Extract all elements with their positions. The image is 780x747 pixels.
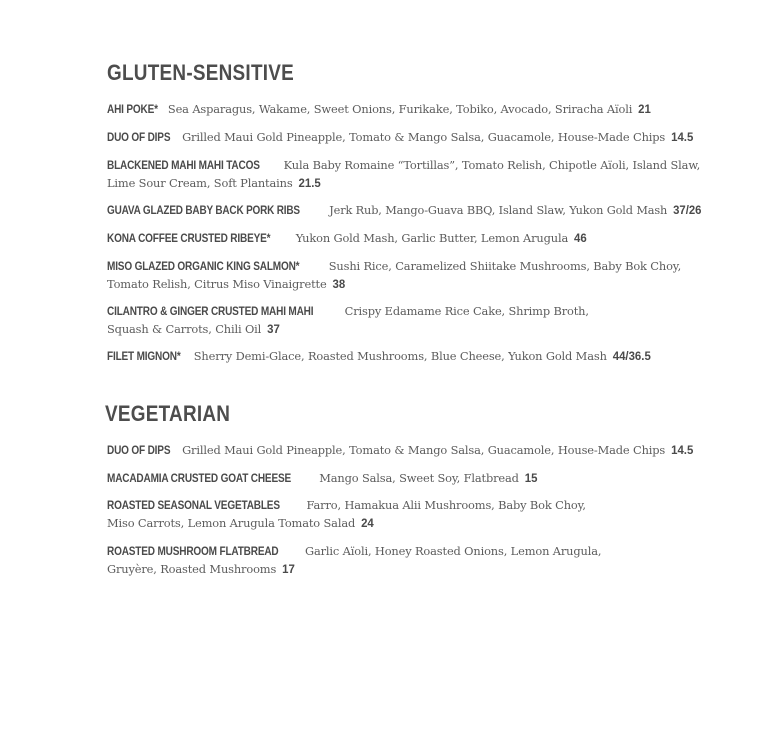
item-price: 44/36.5 bbox=[612, 351, 651, 363]
item-description: Sea Asparagus, Wakame, Sweet Onions, Furikake, Tobiko, Avocado, Sriracha Aïoli bbox=[167, 102, 633, 116]
item-price: 37 bbox=[267, 324, 280, 336]
item-description: Grilled Maui Gold Pineapple, Tomato & Mango Salsa, Guacamole, House-Made Chips bbox=[182, 443, 666, 457]
item-description: Crispy Edamame Rice Cake, Shrimp Broth, bbox=[344, 304, 589, 318]
item-name: ROASTED SEASONAL VEGETABLES bbox=[107, 500, 280, 512]
menu-item bbox=[107, 202, 707, 220]
item-description-line-2: Miso Carrots, Lemon Arugula Tomato Salad bbox=[107, 516, 356, 530]
item-description: Mango Salsa, Sweet Soy, Flatbread bbox=[319, 471, 519, 485]
item-name: AHI POKE* bbox=[107, 104, 158, 116]
item-name: GUAVA GLAZED BABY BACK PORK RIBS bbox=[107, 205, 300, 217]
item-description: Farro, Hamakua Alii Mushrooms, Baby Bok Choy, bbox=[306, 498, 586, 512]
menu-item bbox=[107, 258, 707, 294]
item-name: MISO GLAZED ORGANIC KING SALMON* bbox=[107, 261, 300, 273]
menu-item bbox=[107, 129, 707, 147]
menu-item bbox=[107, 101, 707, 119]
item-name: BLACKENED MAHI MAHI TACOS bbox=[107, 160, 260, 172]
item-description: Jerk Rub, Mango-Guava BBQ, Island Slaw, Yukon Gold Mash bbox=[329, 203, 668, 217]
item-name: KONA COFFEE CRUSTED RIBEYE* bbox=[107, 233, 271, 245]
item-description: Sushi Rice, Caramelized Shiitake Mushrooms, Baby Bok Choy, bbox=[328, 259, 682, 273]
item-price: 24 bbox=[361, 518, 374, 530]
item-description: Kula Baby Romaine “Tortillas”, Tomato Relish, Chipotle Aïoli, Island Slaw, bbox=[283, 158, 701, 172]
item-description-line-2: Gruyère, Roasted Mushrooms bbox=[107, 562, 277, 576]
item-description-line-2: Tomato Relish, Citrus Miso Vinaigrette bbox=[107, 277, 327, 291]
menu-item bbox=[107, 497, 707, 533]
menu-item bbox=[107, 230, 707, 248]
item-price: 21 bbox=[638, 104, 651, 116]
menu-item bbox=[107, 543, 707, 579]
menu-item bbox=[107, 303, 707, 339]
item-description-line-2: Squash & Carrots, Chili Oil bbox=[107, 322, 262, 336]
item-description-line-2: Lime Sour Cream, Soft Plantains bbox=[107, 176, 293, 190]
item-name: DUO OF DIPS bbox=[107, 445, 171, 457]
menu-item bbox=[107, 348, 707, 366]
item-price: 38 bbox=[332, 279, 346, 291]
menu-item bbox=[107, 470, 707, 488]
section-title: GLUTEN-SENSITIVE bbox=[107, 60, 295, 85]
item-name: FILET MIGNON* bbox=[107, 351, 181, 363]
item-price: 15 bbox=[524, 473, 538, 485]
item-price: 17 bbox=[282, 564, 295, 576]
item-price: 21.5 bbox=[298, 178, 321, 190]
item-price: 14.5 bbox=[671, 445, 694, 457]
menu-item bbox=[107, 157, 707, 193]
item-description: Sherry Demi-Glace, Roasted Mushrooms, Blue Cheese, Yukon Gold Mash bbox=[193, 349, 607, 363]
item-name: CILANTRO & GINGER CRUSTED MAHI MAHI bbox=[107, 306, 314, 318]
item-price: 37/26 bbox=[673, 205, 702, 217]
item-description: Grilled Maui Gold Pineapple, Tomato & Mango Salsa, Guacamole, House-Made Chips bbox=[182, 130, 666, 144]
section-title: VEGETARIAN bbox=[105, 401, 231, 426]
item-name: MACADAMIA CRUSTED GOAT CHEESE bbox=[107, 473, 292, 485]
item-price: 14.5 bbox=[671, 132, 694, 144]
item-price: 46 bbox=[574, 233, 587, 245]
item-description: Garlic Aïoli, Honey Roasted Onions, Lemon Arugula, bbox=[304, 544, 602, 558]
item-name: ROASTED MUSHROOM FLATBREAD bbox=[107, 546, 279, 558]
item-description: Yukon Gold Mash, Garlic Butter, Lemon Arugula bbox=[295, 231, 569, 245]
item-name: DUO OF DIPS bbox=[107, 132, 171, 144]
menu-item bbox=[107, 442, 707, 460]
